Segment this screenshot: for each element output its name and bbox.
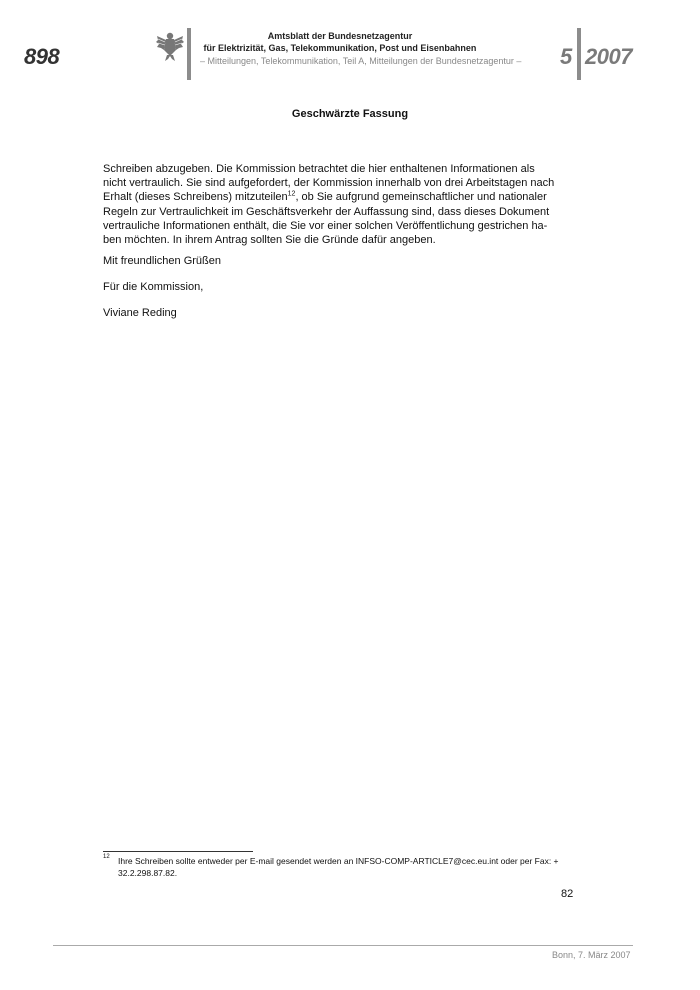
body-line: vertrauliche Informationen enthält, die Sie vor einer solchen Veröffentlichung gestrichen ha- — [103, 219, 548, 232]
closing-greeting: Mit freundlichen Grüßen — [103, 255, 221, 267]
journal-title-line1: Amtsblatt der Bundesnetzagentur — [267, 31, 413, 41]
footnote-separator — [103, 851, 253, 852]
body-line — [103, 190, 573, 204]
page-number: 898 — [24, 44, 60, 69]
body-line-part: , ob Sie aufgrund gemeinschaftlicher und nationaler — [295, 191, 547, 204]
journal-subtitle: – Mitteilungen, Telekommunikation, Teil A, Mitteilungen der Bundesnetzagentur – — [200, 56, 522, 66]
footnote-number: 12 — [103, 854, 110, 860]
issue-number: 5 — [560, 44, 573, 69]
header-divider-left — [187, 28, 191, 80]
section-heading: Geschwärzte Fassung — [291, 108, 409, 120]
footer-rule — [53, 945, 633, 946]
closing-for-commission: Für die Kommission, — [103, 281, 204, 293]
footnote-reference[interactable]: 12 — [287, 190, 296, 198]
page-counter: 82 — [561, 888, 574, 900]
body-line: ben möchten. In ihrem Antrag sollten Sie die Gründe dafür angeben. — [103, 234, 436, 247]
body-paragraph — [103, 162, 573, 247]
footnote-text: Ihre Schreiben sollte entweder per E-mail gesendet werden an INFSO-COMP-ARTICLE7@cec.eu.int oder per Fax: + 32.2.298.87.82. — [118, 856, 559, 878]
issue-year: 2007 — [585, 44, 632, 69]
body-line: Regeln zur Vertraulichkeit im Geschäftsverkehr der Auffassung sind, dass dieses Dokument — [103, 205, 550, 218]
signature-name: Viviane Reding — [103, 307, 177, 319]
footer-date: Bonn, 7. März 2007 — [552, 950, 631, 960]
journal-title-line2: für Elektrizität, Gas, Telekommunikation, Post und Eisenbahnen — [203, 43, 477, 53]
body-line: nicht vertraulich. Sie sind aufgefordert, der Kommission innerhalb von drei Arbeitstagen nach — [103, 177, 555, 190]
header-divider-right — [577, 28, 581, 80]
body-line: Schreiben abzugeben. Die Kommission betrachtet die hier enthaltenen Informationen als — [103, 163, 535, 175]
federal-eagle-icon — [155, 30, 185, 62]
body-line-part: Erhalt (dieses Schreibens) mitzuteilen — [103, 191, 288, 204]
